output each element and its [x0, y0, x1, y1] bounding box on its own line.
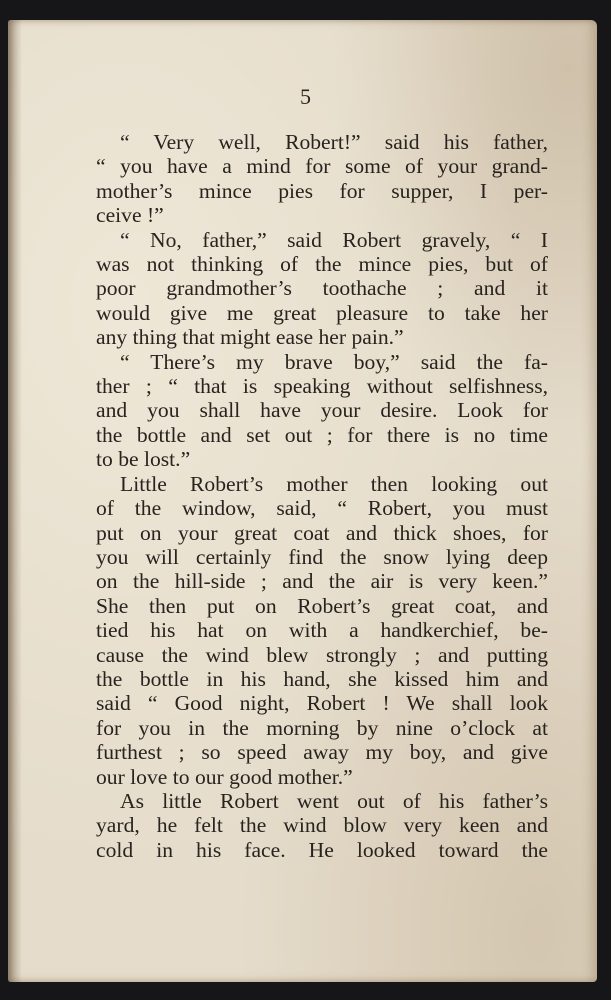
text-line: “ Very well, Robert!” said his father,: [120, 130, 548, 154]
text-line: would give me great pleasure to take her: [96, 300, 548, 325]
text-line: ceive !”: [96, 203, 164, 228]
page-number: 5: [300, 84, 311, 109]
text-line: you will certainly find the snow lying deep: [96, 544, 548, 569]
text-line: on the hill-side ; and the air is very keen.”: [96, 569, 548, 594]
text-line: poor grandmother’s toothache ; and it: [96, 276, 548, 301]
page-gutter-shadow: [8, 20, 22, 982]
text-line: “ There’s my brave boy,” said the fa-: [120, 349, 548, 374]
text-line: said “ Good night, Robert ! We shall look: [96, 691, 548, 716]
text-line: for you in the morning by nine o’clock at: [96, 715, 548, 740]
text-line: yard, he felt the wind blow very keen and: [96, 813, 548, 838]
text-line: any thing that might ease her pain.”: [96, 325, 404, 350]
text-line: the bottle in his hand, she kissed him and: [96, 666, 548, 691]
text-line: tied his hat on with a handkerchief, be-: [96, 618, 548, 643]
text-line: furthest ; so speed away my boy, and give: [96, 740, 548, 765]
text-line: of the window, said, “ Robert, you must: [96, 496, 548, 521]
text-line: cause the wind blew strongly ; and putting: [96, 642, 548, 667]
body-text: [96, 130, 548, 862]
text-line: put on your great coat and thick shoes, for: [96, 520, 548, 545]
text-line: was not thinking of the mince pies, but of: [96, 252, 548, 277]
text-line: She then put on Robert’s great coat, and: [96, 593, 548, 618]
text-line: ther ; “ that is speaking without selfishness,: [96, 374, 548, 399]
text-line: our love to our good mother.”: [96, 764, 353, 789]
text-line: Little Robert’s mother then looking out: [120, 471, 548, 496]
text-line: mother’s mince pies for supper, I per-: [96, 178, 548, 203]
text-line: to be lost.”: [96, 447, 191, 472]
text-line: As little Robert went out of his father’s: [120, 788, 548, 813]
text-line: the bottle and set out ; for there is no time: [96, 422, 548, 447]
text-line: and you shall have your desire. Look for: [96, 398, 548, 423]
text-line: “ you have a mind for some of your grand-: [96, 154, 548, 179]
text-line: “ No, father,” said Robert gravely, “ I: [120, 227, 548, 252]
text-line: cold in his face. He looked toward the: [96, 837, 548, 862]
